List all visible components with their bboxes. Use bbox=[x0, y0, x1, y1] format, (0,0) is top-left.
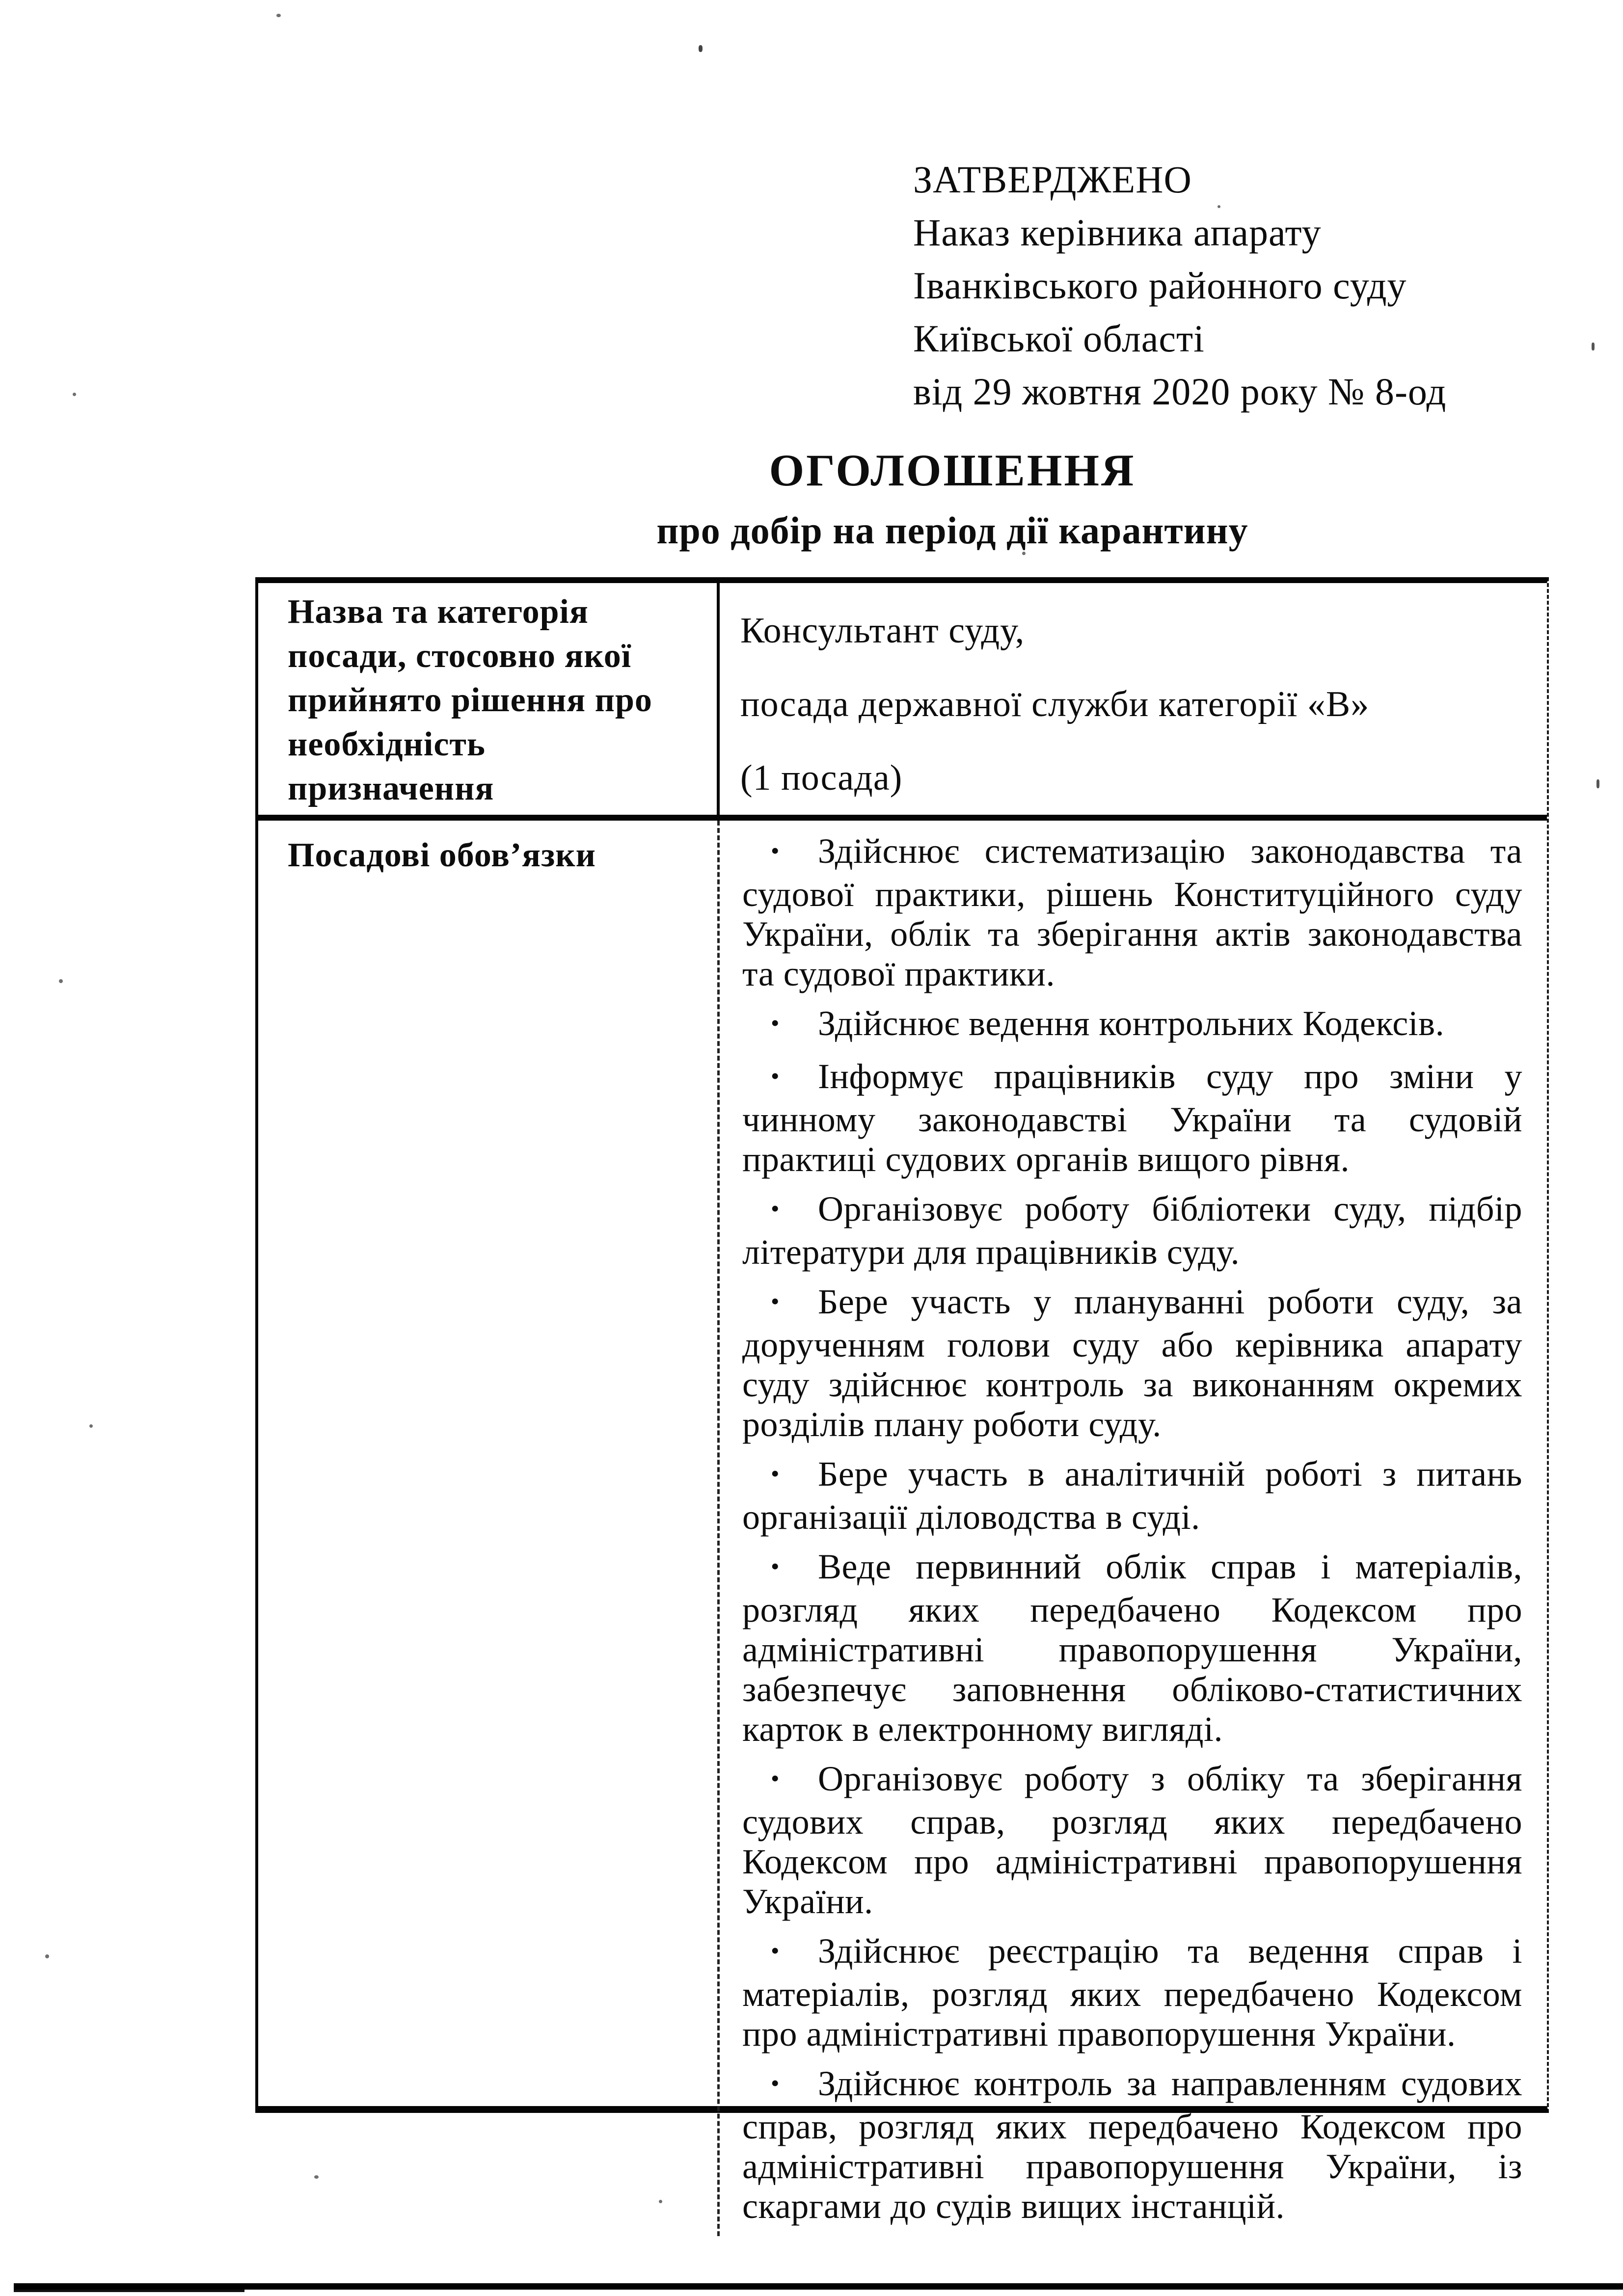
scan-speck bbox=[659, 2200, 662, 2203]
scan-speck bbox=[1217, 205, 1220, 208]
approval-block bbox=[913, 153, 1581, 418]
approval-line: ЗАТВЕРДЖЕНО bbox=[913, 158, 1192, 201]
scan-speck bbox=[59, 979, 63, 983]
bullet-icon: • bbox=[771, 1062, 780, 1090]
scan-speck bbox=[314, 2175, 319, 2179]
duty-item bbox=[742, 1454, 1522, 1537]
duty-item bbox=[742, 1931, 1522, 2054]
duty-item bbox=[742, 831, 1522, 994]
position-label-line: Назва та категорія bbox=[288, 593, 589, 631]
bullet-icon: • bbox=[771, 1764, 780, 1792]
duty-item bbox=[742, 1004, 1522, 1047]
position-value-line: посада державної служби категорії «В» bbox=[740, 684, 1370, 724]
position-label-line: необхідність bbox=[288, 725, 486, 763]
table-row-position bbox=[258, 583, 1547, 821]
position-value-line: (1 посада) bbox=[740, 758, 903, 798]
scan-speck bbox=[89, 1424, 93, 1428]
duty-item bbox=[742, 1759, 1522, 1922]
scan-speck bbox=[1022, 552, 1026, 555]
title-block bbox=[442, 446, 1463, 552]
duty-item bbox=[742, 1547, 1522, 1749]
position-label bbox=[258, 583, 717, 811]
document-subtitle: про добір на період дії карантину bbox=[656, 509, 1248, 552]
bullet-icon: • bbox=[771, 1287, 780, 1315]
duty-text: Інформує працівників суду про зміни у чинному законодавстві України та судовій практиці судових органів вищого рівня. bbox=[742, 1057, 1522, 1179]
approval-line: від 29 жовтня 2020 року № 8-од bbox=[913, 370, 1447, 413]
duty-text: Здійснює контроль за направленням судових справ, розгляд яких передбачено Кодексом про адміністративні правопорушення України, із скаргами до судів вищих інстанцій. bbox=[742, 2064, 1522, 2226]
duty-text: Здійснює реєстрацію та ведення справ і матеріалів, розгляд яких передбачено Кодексом про адміністративні правопорушення України. bbox=[742, 1931, 1522, 2054]
duty-item bbox=[742, 1282, 1522, 1444]
duties-label-cell bbox=[258, 821, 720, 2236]
bullet-icon: • bbox=[771, 837, 780, 864]
scan-speck bbox=[276, 14, 281, 17]
duty-text: Бере участь у плануванні роботи суду, за дорученням голови суду або керівника апарату суду здійснює контроль за виконанням окремих розділів плану роботи суду. bbox=[742, 1282, 1522, 1444]
duty-item bbox=[742, 1057, 1522, 1179]
position-label-line: прийнято рішення про bbox=[288, 681, 652, 719]
position-value-line: Консультант суду, bbox=[740, 611, 1025, 651]
scan-speck bbox=[45, 1954, 49, 1958]
scan-speck bbox=[1596, 779, 1599, 788]
duty-text: Здійснює ведення контрольних Кодексів. bbox=[818, 1004, 1445, 1043]
position-label-line: призначення bbox=[288, 770, 494, 807]
bullet-icon: • bbox=[771, 1009, 780, 1037]
duty-item bbox=[742, 1189, 1522, 1272]
scan-edge-line bbox=[14, 2283, 1623, 2290]
duties-list bbox=[720, 821, 1547, 2226]
bullet-icon: • bbox=[771, 1552, 780, 1580]
document-title: ОГОЛОШЕННЯ bbox=[769, 445, 1136, 495]
approval-line: Київської області bbox=[913, 317, 1205, 360]
position-label-line: посади, стосовно якої bbox=[288, 637, 632, 675]
bullet-icon: • bbox=[771, 2069, 780, 2097]
position-value bbox=[720, 583, 1547, 815]
position-label-cell bbox=[258, 583, 720, 815]
duty-item bbox=[742, 2064, 1522, 2226]
duties-label: Посадові обов’язки bbox=[288, 836, 596, 874]
bullet-icon: • bbox=[771, 1195, 780, 1222]
scan-speck bbox=[1592, 343, 1595, 350]
duty-text: Бере участь в аналітичній роботі з питань організації діловодства в суді. bbox=[742, 1454, 1522, 1537]
scan-edge-line-tail bbox=[14, 2290, 244, 2292]
bullet-icon: • bbox=[771, 1937, 780, 1964]
duties-value-cell bbox=[720, 821, 1547, 2236]
duty-text: Організовує роботу бібліотеки суду, підбір літератури для працівників суду. bbox=[742, 1189, 1522, 1272]
table-row-duties bbox=[258, 821, 1547, 2236]
position-value-cell bbox=[720, 583, 1547, 815]
scan-speck bbox=[73, 393, 76, 396]
duty-text: Організовує роботу з обліку та зберігання судових справ, розгляд яких передбачено Кодексом про адміністративні правопорушення України. bbox=[742, 1759, 1522, 1921]
approval-line: Іванківського районного суду bbox=[913, 264, 1407, 307]
duty-text: Здійснює систематизацію законодавства та судової практики, рішень Конституційного суду України, облік та зберігання актів законодавства та судової практики. bbox=[742, 831, 1522, 993]
approval-line: Наказ керівника апарату bbox=[913, 211, 1322, 254]
duty-text: Веде первинний облік справ і матеріалів, розгляд яких передбачено Кодексом про адміністративні правопорушення України, забезпечує заповнення обліково-статистичних карток в електронному вигляді. bbox=[742, 1547, 1522, 1749]
bullet-icon: • bbox=[771, 1460, 780, 1487]
announcement-table bbox=[255, 577, 1549, 2226]
scan-speck bbox=[699, 45, 703, 52]
